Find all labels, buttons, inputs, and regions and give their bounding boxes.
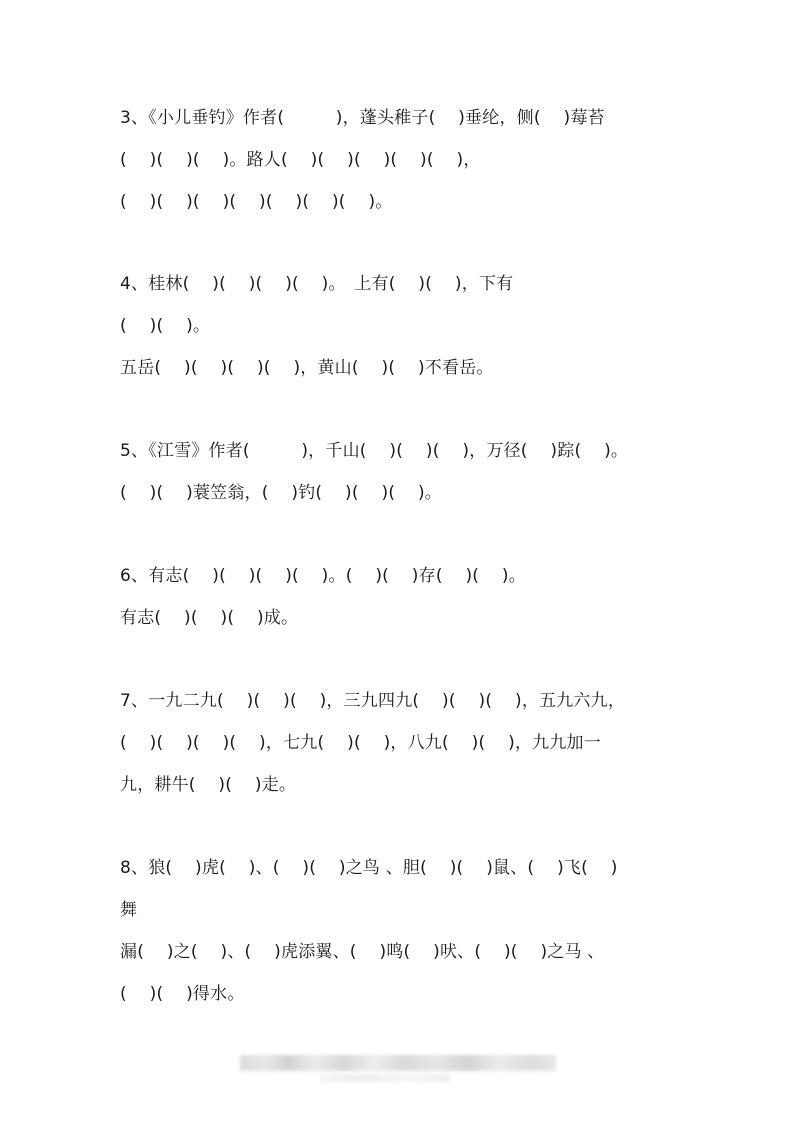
question-8-line-3: 漏( )之( )、( )虎添翼、( )鸣( )吠、( )( )之马 、 [120,942,605,962]
question-8-line-4: ( )( )得水。 [120,984,245,1004]
question-5-line-2: ( )( )蓑笠翁，( )钓( )( )( )。 [120,483,443,503]
question-7-line-3: 九，耕牛( )( )走。 [120,775,297,795]
question-5-line-1: 5、《江雪》作者( )，千山( )( )( )，万径( )踪( )。 [120,441,629,461]
question-6-line-2: 有志( )( )( )成。 [120,608,299,628]
question-4-line-1: 4、桂林( )( )( )( )。 上有( )( )，下有 [120,274,514,294]
question-6-line-1: 6、有志( )( )( )( )。( )( )存( )( )。 [120,566,526,586]
question-4-line-3: 五岳( )( )( )( )，黄山( )( )不看岳。 [120,358,494,378]
question-4-line-2: ( )( )。 [120,316,211,336]
question-3-line-1: 3、《小儿垂钓》作者( )，蓬头稚子( )垂纶，侧( )莓苔 [120,108,605,128]
question-8-line-1: 8、狼( )虎( )、( )( )之鸟 、胆( )( )鼠、( )飞( ) [120,858,618,878]
question-3-line-2: ( )( )( )。路人( )( )( )( )( )， [120,150,481,170]
blurred-footer-watermark-sub [320,1074,450,1082]
question-8-line-2: 舞 [120,900,138,920]
blurred-footer-watermark [240,1055,556,1071]
question-7-line-2: ( )( )( )( )，七九( )( )，八九( )( )，九九加一 [120,733,601,753]
question-3-line-3: ( )( )( )( )( )( )( )。 [120,192,393,212]
question-7-line-1: 7、一九二九( )( )( )，三九四九( )( )( )，五九六九， [120,691,626,711]
